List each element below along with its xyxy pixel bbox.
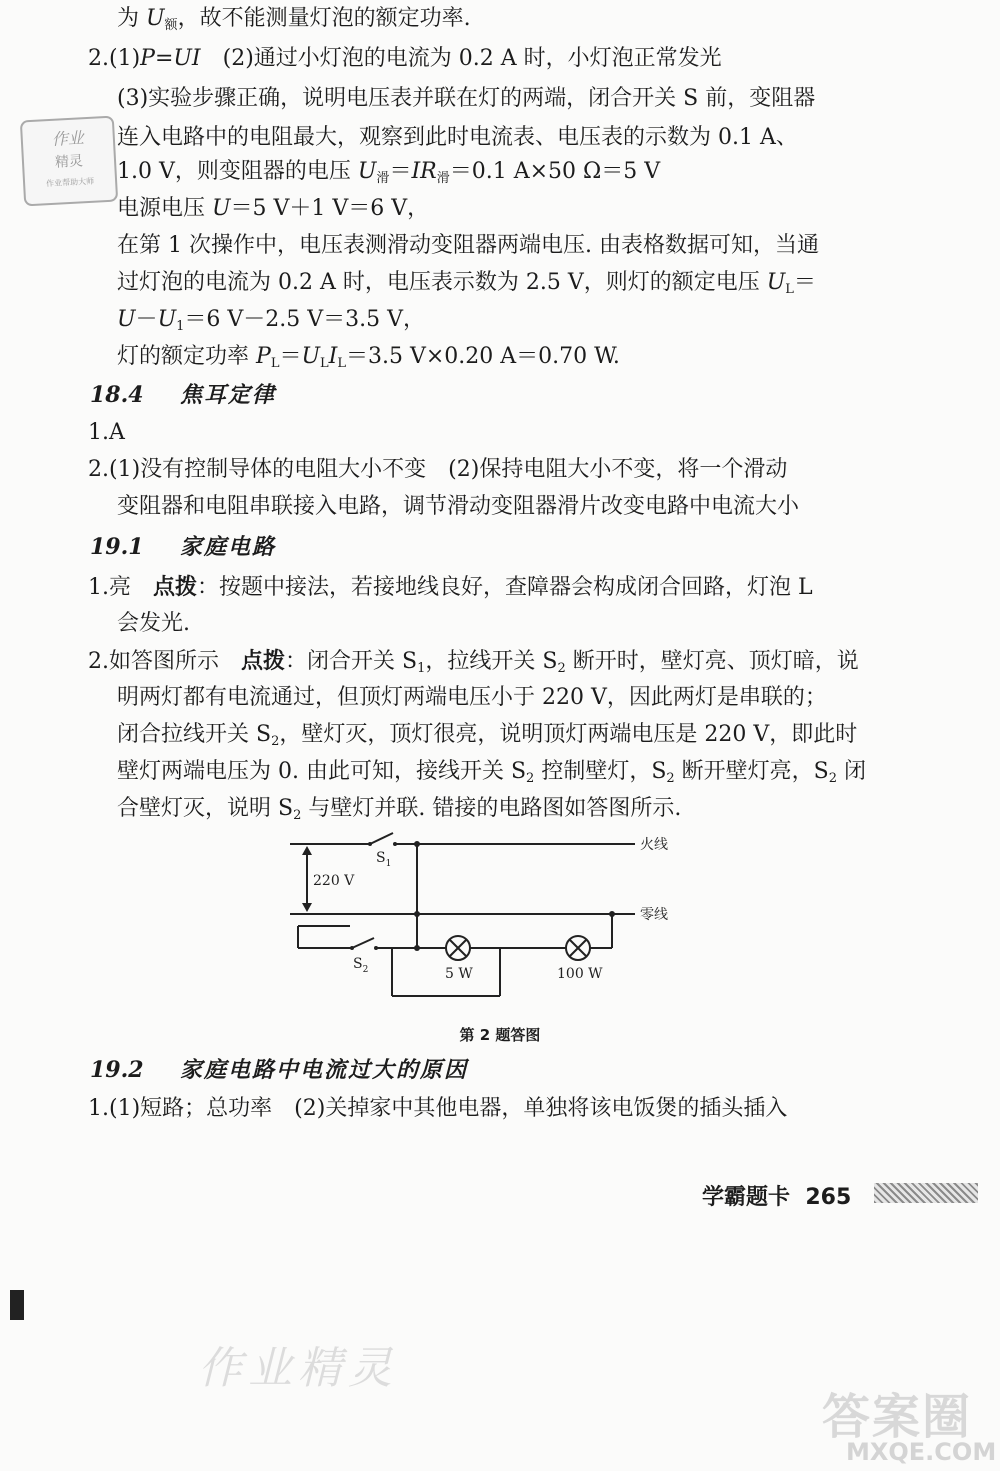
- stamp-logo: [20, 116, 118, 207]
- book-title: 学霸题卡: [702, 1185, 791, 1210]
- s1-blade: [370, 833, 393, 844]
- circuit-diagram: [280, 828, 720, 1008]
- text-line: 1.(1)短路；总功率 (2)关掉家中其他电器，单独将该电饭煲的插头插入: [88, 1096, 788, 1121]
- arrow-up-icon: [302, 846, 312, 855]
- page-footer: [702, 1180, 851, 1211]
- section-heading-18-4: 18.4 焦耳定律: [90, 382, 277, 408]
- live-label: 火线: [640, 837, 668, 853]
- stamp-line-3: 作业帮助大师: [45, 176, 95, 189]
- voltage-label: 220 V: [313, 873, 355, 889]
- text-line: 2.如答图所示 点拨：闭合开关 $S_1$，拉线开关 $S_2$ 断开时，壁灯亮、顶灯暗，说: [88, 648, 859, 676]
- text-line: 变阻器和电阻串联接入电路，调节滑动变阻器滑片改变电路中电流大小: [117, 494, 800, 519]
- terminal-dot: [368, 842, 372, 846]
- junction-dot: [414, 841, 420, 847]
- text-line: 1.亮 点拨：按题中接法，若接地线良好，查障器会构成闭合回路，灯泡 L: [88, 574, 813, 600]
- junction-dot: [414, 945, 420, 951]
- figure-caption: 第 2 题答图: [459, 1026, 541, 1044]
- text-line: 明两灯都有电流通过，但顶灯两端电压小于 220 V，因此两灯是串联的；: [117, 685, 827, 710]
- stamp-line-1: 作业: [51, 128, 85, 149]
- text-line: (3)实验步骤正确，说明电压表并联在灯的两端，闭合开关 S 前，变阻器: [117, 86, 816, 111]
- text-line: 会发光.: [117, 611, 190, 636]
- text-line: 连入电路中的电阻最大，观察到此时电流表、电压表的示数为 0.1 A、: [117, 125, 798, 150]
- s2-blade: [352, 938, 374, 948]
- terminal-dot: [374, 946, 378, 950]
- text-line: 合壁灯灭，说明 $S_2$ 与壁灯并联. 错接的电路图如答图所示.: [117, 796, 682, 823]
- watermark-zuoye: 作业精灵: [198, 1343, 398, 1394]
- neutral-label: 零线: [640, 907, 668, 923]
- section-heading-19-2: 19.2 家庭电路中电流过大的原因: [90, 1057, 469, 1083]
- text-line: 电源电压 U＝5 V＋1 V＝6 V，: [117, 196, 430, 221]
- junction-dot: [609, 911, 615, 917]
- text-line: 为 $U_额$，故不能测量灯泡的额定功率.: [117, 6, 471, 33]
- text-line: 闭合拉线开关 $S_2$，壁灯灭，顶灯很亮，说明顶灯两端电压是 220 V，即此时: [117, 722, 858, 749]
- lamp1-label: 5 W: [445, 966, 473, 982]
- text-line: 1.A: [88, 420, 125, 445]
- page-number: 265: [805, 1185, 852, 1210]
- watermark-daanquan: 答案圈: [822, 1389, 973, 1445]
- watermark-url: MXQE.COM: [846, 1438, 997, 1466]
- footer-hatch-decoration: [874, 1183, 978, 1203]
- text-line: 过灯泡的电流为 0.2 A 时，电压表示数为 2.5 V，则灯的额定电压 $U_L=$: [117, 270, 816, 297]
- s1-label: $S_1$: [376, 850, 392, 869]
- terminal-dot: [350, 946, 354, 950]
- text-line: 灯的额定功率 $P_L=U_LI_L=3.5$ V×0.20 A＝0.70 W.: [117, 344, 620, 371]
- stamp-line-2: 精灵: [54, 153, 84, 171]
- text-line: 1.0 V，则变阻器的电压 $U_滑=IR_滑=0.1$ A×50 Ω＝5 V: [117, 159, 661, 186]
- section-heading-19-1: 19.1 家庭电路: [90, 534, 277, 560]
- s2-label: $S_2$: [353, 956, 369, 975]
- text-line: 在第 1 次操作中，电压表测滑动变阻器两端电压. 由表格数据可知，当通: [117, 233, 819, 258]
- text-line: 2.(1)没有控制导体的电阻大小不变 (2)保持电阻大小不变，将一个滑动: [88, 457, 788, 482]
- lamp2-label: 100 W: [557, 966, 603, 982]
- junction-dot: [414, 911, 420, 917]
- scan-corner-mark: [10, 1290, 24, 1320]
- text-line: 2.(1)P=UI (2)通过小灯泡的电流为 0.2 A 时，小灯泡正常发光: [88, 46, 722, 71]
- terminal-dot: [393, 842, 397, 846]
- arrow-down-icon: [302, 903, 312, 912]
- text-line: 壁灯两端电压为 0. 由此可知，接线开关 $S_2$ 控制壁灯，$S_2$ 断开壁灯亮，$S_2$ 闭: [117, 759, 867, 786]
- text-line: $U-U_1=6$ V－2.5 V＝3.5 V，: [117, 307, 426, 334]
